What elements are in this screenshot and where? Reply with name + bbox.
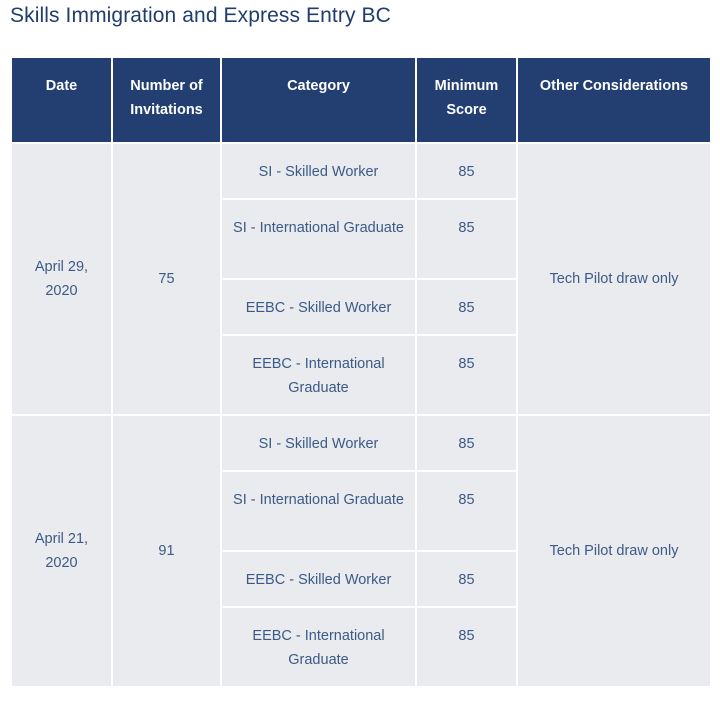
score-cell: 85 — [416, 415, 517, 471]
score-cell: 85 — [416, 607, 517, 687]
other-considerations-cell: Tech Pilot draw only — [517, 143, 711, 415]
other-considerations-cell: Tech Pilot draw only — [517, 415, 711, 687]
category-cell: SI - Skilled Worker — [221, 415, 416, 471]
draw-date: April 21, 2020 — [11, 415, 112, 687]
score-cell: 85 — [416, 551, 517, 607]
draw-date: April 29, 2020 — [11, 143, 112, 415]
header-category: Category — [221, 57, 416, 143]
header-date: Date — [11, 57, 112, 143]
category-cell: SI - Skilled Worker — [221, 143, 416, 199]
table-row — [11, 415, 711, 471]
table-header-row — [11, 57, 711, 143]
category-cell: EEBC - International Graduate — [221, 335, 416, 415]
page-title: Skills Immigration and Express Entry BC — [10, 4, 391, 27]
draw-results-table — [10, 56, 712, 688]
category-cell: SI - International Graduate — [221, 471, 416, 551]
category-cell: EEBC - Skilled Worker — [221, 279, 416, 335]
category-cell: SI - International Graduate — [221, 199, 416, 279]
table-row — [11, 143, 711, 199]
category-cell: EEBC - Skilled Worker — [221, 551, 416, 607]
invitation-count: 91 — [112, 415, 221, 687]
score-cell: 85 — [416, 199, 517, 279]
score-cell: 85 — [416, 335, 517, 415]
score-cell: 85 — [416, 279, 517, 335]
invitation-count: 75 — [112, 143, 221, 415]
header-minimum-score: Minimum Score — [416, 57, 517, 143]
header-other-considerations: Other Considerations — [517, 57, 711, 143]
category-cell: EEBC - International Graduate — [221, 607, 416, 687]
header-invitations: Number of Invitations — [112, 57, 221, 143]
score-cell: 85 — [416, 143, 517, 199]
score-cell: 85 — [416, 471, 517, 551]
